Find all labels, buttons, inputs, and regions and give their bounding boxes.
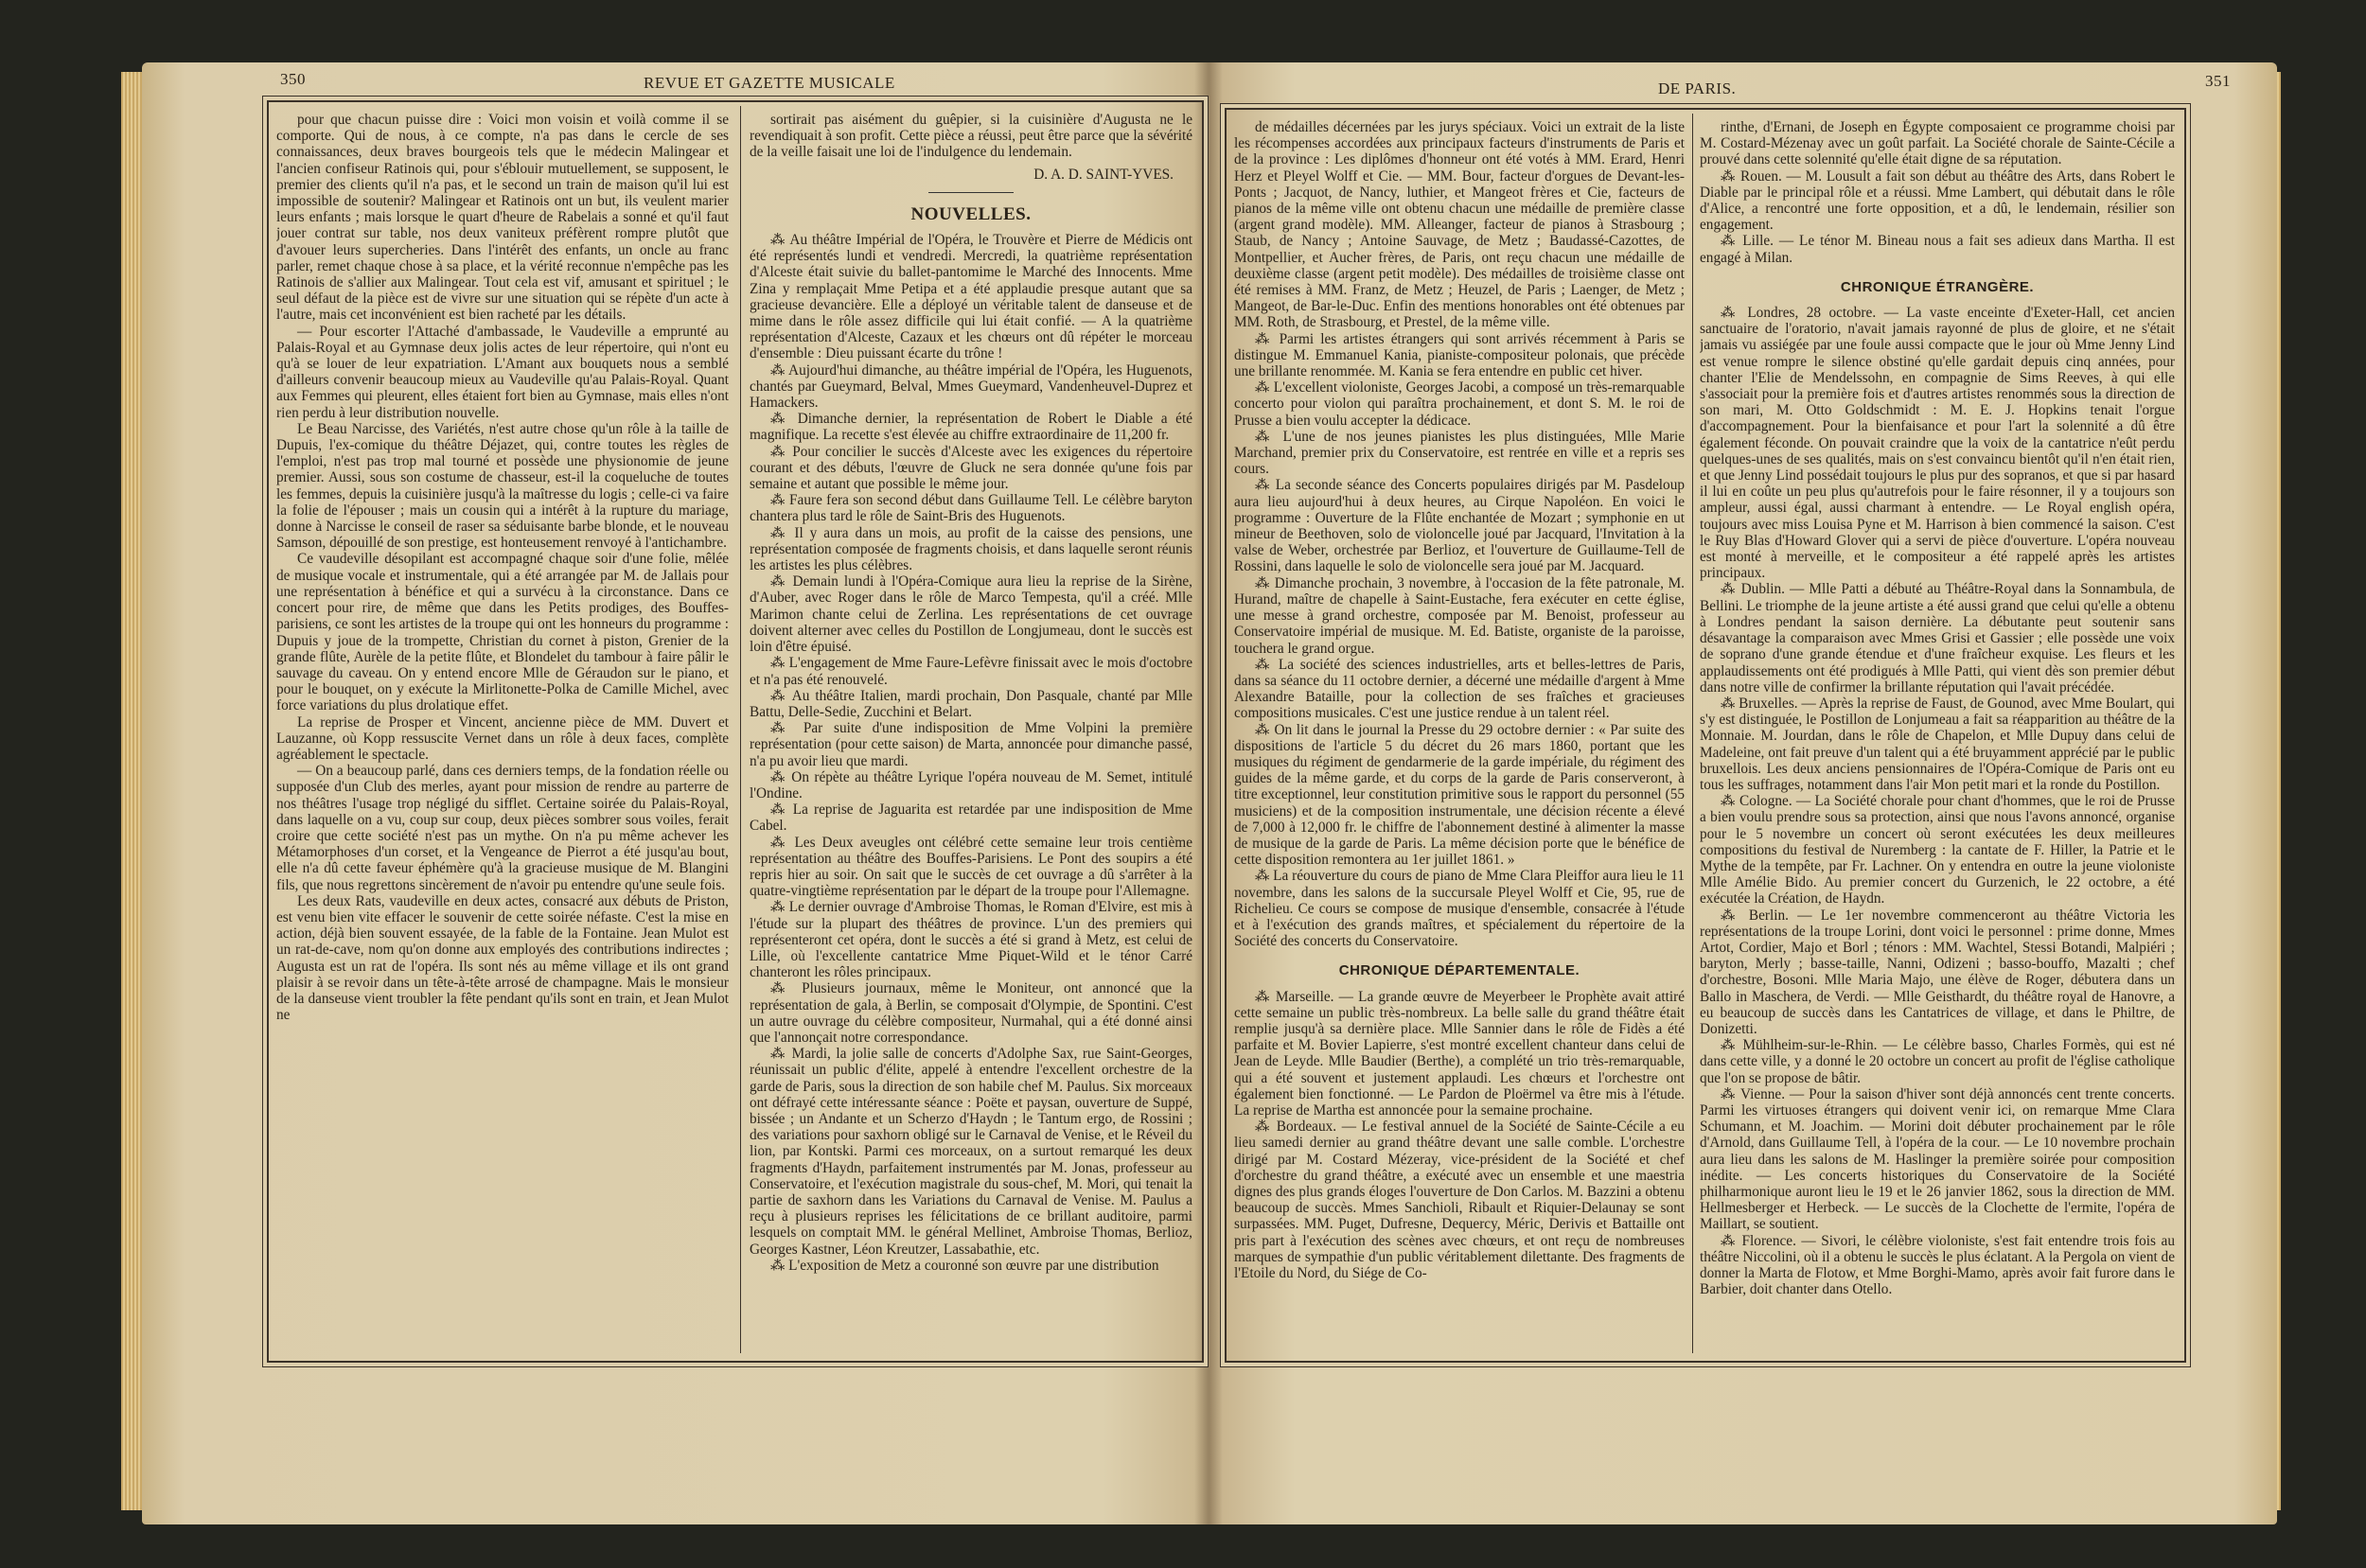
page-number-right: 351 <box>2205 72 2231 90</box>
paragraph: ⁂ Bordeaux. — Le festival annuel de la Société de Sainte-Cécile a eu lieu samedi dernier au grand théâtre devant une salle comble. L'orchestre dirigé par M. Costard Mézeray, vice-président de la Société et chef d'orchestre du grand théâtre, a exécuté avec un ensemble et une maestria dignes des plus grands éloges l'ouverture de Don Carlos. M. Bazzini a obtenu beaucoup de succès. Mmes Sanchioli, Ribault et Riquier-Delaunay se sont surpassées. MM. Puget, Dufresne, Dequercy, Méric, Derivis et Battaille ont pris part à l'exécution des scènes avec chœurs, et ont reçu de nombreuses marques de sympathie d'un public véritablement dilettante. Des fragments de l'Etoile du Nord, du Siége de Co- <box>1234 1119 1685 1282</box>
paragraph: ⁂ Cologne. — La Société chorale pour chant d'hommes, que le roi de Prusse a bien voulu prendre sous sa protection, ainsi que nous l'avons annoncé, organise pour le 5 novembre un concert où seront exécutées les deux meilleures compositions du festival de Nuremberg : la cantate de F. Hiller, la Patrie et le Mythe de la tempête, par Fr. Lachner. On y entendra en outre la jeune violoniste Mlle Amélie Bido. Au premier concert du Gurzenich, le 22 octobre, a été exécutée la Création, de Haydn. <box>1700 793 2175 907</box>
paragraph: ⁂ Bruxelles. — Après la reprise de Faust, de Gounod, avec Mme Boulart, qui s'y est distinguée, le Postillon de Lonjumeau a fait sa réapparition au théâtre de la Monnaie. M. Jourdan, dans le rôle de Chapelon, et Mlle Dupuy dans celui de Madeleine, ont fait preuve d'un talent qui a été bruyamment apprécié par le public bruxellois. Les deux anciens pensionnaires de l'Opéra-Comique de Paris ont eu tous les suffrages, notamment dans l'air Mon petit mari et la ronde du Postillon. <box>1700 695 2175 793</box>
paragraph: ⁂ La reprise de Jaguarita est retardée par une indisposition de Mme Cabel. <box>750 802 1192 835</box>
paragraph: ⁂ Plusieurs journaux, même le Moniteur, ont annoncé que la représentation de gala, à Berlin, se composait d'Olympie, de Spontini. C'est un autre ouvrage du célèbre compositeur, Nurmahal, qui a été donné ainsi que l'annonçait notre correspondance. <box>750 980 1192 1046</box>
paragraph: ⁂ Pour concilier le succès d'Alceste avec les exigences du répertoire courant et des débuts, l'œuvre de Gluck ne sera donnée qu'une fois par semaine et autant que possible le même jour. <box>750 443 1192 493</box>
paragraph: — Pour escorter l'Attaché d'ambassade, le Vaudeville a emprunté au Palais-Royal et au Gymnase deux jolis actes de leur répertoire, qui n'ont eu qu'à se louer de leur expatriation. L'Amant aux bouquets nous a semblé d'ailleurs convenir beaucoup mieux au Vaudeville qu'au Palais-Royal. Quant aux Femmes qui pleurent, elles étaient fort bien au Gymnase, mais elles n'ont rien perdu à leur distribution nouvelle. <box>276 323 729 421</box>
paragraph: Le Beau Narcisse, des Variétés, n'est autre chose qu'un rôle à la taille de Dupuis, l'ex-comique du théâtre Déjazet, qui, contre toutes les règles de l'emploi, n'est pas trop mal tourné et possède une physionomie de jeune premier. Aussi, sous son costume de chasseur, est-il la coqueluche de toutes les femmes, depuis la cuisinière jusqu'à la maîtresse du logis ; celle-ci va faire la folie de l'épouser ; mais un cousin qui a intérêt à la rupture du mariage, donne à Narcisse le conseil de raser sa séduisante barbe blonde, et le nouveau Samson, dépouillé de son prestige, est honteusement renvoyé à l'antichambre. <box>276 420 729 552</box>
paragraph: ⁂ Dimanche dernier, la représentation de Robert le Diable a été magnifique. La recette s'est élevée au chiffre extraordinaire de 11,200 fr. <box>750 411 1192 444</box>
paragraph: ⁂ La réouverture du cours de piano de Mme Clara Pleiffor aura lieu le 11 novembre, dans les salons de la succursale Pleyel Wolff et Cie, 95, rue de Richelieu. Ce cours se compose de musique d'ensemble, consacrée à l'étude et à l'exécution des grands maîtres, et spécialement du répertoire de la Société des concerts du Conservatoire. <box>1234 868 1685 950</box>
section-heading-chronique-departementale: CHRONIQUE DÉPARTEMENTALE. <box>1338 962 1580 979</box>
running-head-right: DE PARIS. <box>1658 79 1737 97</box>
paragraph: ⁂ On lit dans le journal la Presse du 29 octobre dernier : « Par suite des dispositions de l'article 5 du décret du 26 mars 1860, portant que les musiques du régiment de gendarmerie de la garde impériale, du régiment des guides de la même garde, et du corps de la garde de Paris conserveront, à titre exceptionnel, leur constitution primitive sous le rapport du personnel (55 musiciens) et de la composition instrumentale, une décision récente a élevé de 7,000 à 12,000 fr. le chiffre de l'abonnement destiné à alimenter la masse de musique de la garde de Paris. La même décision porte que le bénéfice de cette disposition remontera au 1er juillet 1861. » <box>1234 721 1685 869</box>
paragraph: pour que chacun puisse dire : Voici mon voisin et voilà comme il se comporte. Qui de nous, à ce compte, n'a pas dans le cercle de ses connaissances, deux braves bourgeois tels que le médecin Malingear et l'ancien confiseur Ratinois qui, pour s'éblouir mutuellement, se supposent, le premier des clients qu'il n'a pas, et le second un train de maison qu'il lui est impossible de soutenir? Malingear et Ratinois ont un but, ils veulent marier leurs enfants ; mais lorsque le quart d'heure de Rabelais a sonné et qu'il faut jouer contrat sur table, nos deux vaniteux préfèrent rompre plutôt que d'avouer leurs supercheries. Dans l'intérêt des enfants, un oncle au franc parler, remet chaque chose à sa place, et la vérité reconnue n'empêche pas les Ratinois de s'allier aux Malingear. Tout cela est vif, amusant et spirituel ; le seul défaut de la pièce est de vivre sur une situation qui se répète d'un acte à l'autre, mais cet inconvénient est bien racheté par les détails. <box>276 112 729 324</box>
paragraph: ⁂ Berlin. — Le 1er novembre commenceront au théâtre Victoria les représentations de la troupe Lorini, dont voici le personnel : prime donne, Mmes Artot, Cordier, Majo et Borl ; ténors : MM. Wachtel, Stessi Botandi, Malpiéri ; baryton, Merly ; basse-taille, Nanni, Odizeni ; basso-bouffo, Mazalti ; chef d'orchestre, Bosoni. Mlle Maria Majo, une élève de Roger, débutera dans un Ballo in Maschera, de Verdi. — Mlle Geisthardt, du théâtre royal de Hanovre, a eu beaucoup de succès dans les Cantatrices de village, et dans le Philtre, de Donizetti. <box>1700 907 2175 1037</box>
page-number-left: 350 <box>280 70 306 88</box>
author-signature: D. A. D. SAINT-YVES. <box>1033 166 1174 183</box>
column-divider <box>1692 114 1693 1353</box>
paragraph: ⁂ Au théâtre Italien, mardi prochain, Don Pasquale, chanté par Mlle Battu, Delle-Sedie, Zucchini et Belart. <box>750 687 1192 720</box>
paragraph: ⁂ Faure fera son second début dans Guillaume Tell. Le célèbre baryton chantera plus tard le rôle de Saint-Bris des Huguenots. <box>750 492 1192 525</box>
paragraph: ⁂ La société des sciences industrielles, arts et belles-lettres de Paris, dans sa séance du 11 octobre dernier, a décerné une médaille d'argent à Mme Alexandre Bataille, pour la collection de ses fraîches et gracieuses compositions musicales. C'est une justice rendue à un talent réel. <box>1234 656 1685 722</box>
paragraph: ⁂ Vienne. — Pour la saison d'hiver sont déjà annoncés cent trente concerts. Parmi les virtuoses étrangers qui doivent venir ici, on remarque Mme Clara Schumann, et M. Joachim. — Morini doit débuter prochainement par le rôle d'Arnold, dans Guillaume Tell, à l'opéra de la cour. — Le 10 novembre prochain aura lieu dans les salons de M. Haslinger la première soirée pour composition inédite. — Les concerts historiques du Conservatoire de la Société philharmonique auront lieu le 19 et le 26 janvier 1862, sous la direction de MM. Hellmesberger et Herbeck. — Le succès de la Clochette de l'ermite, l'opéra de Maillart, se soutient. <box>1700 1085 2175 1233</box>
paragraph: ⁂ Rouen. — M. Lousult a fait son début au théâtre des Arts, dans Robert le Diable par le principal rôle et a réussi. Mme Lambert, qui débutait dans le rôle d'Alice, a rencontré une forte opposition, et a dû, le lendemain, résilier son engagement. <box>1700 167 2175 234</box>
paragraph: ⁂ On répète au théâtre Lyrique l'opéra nouveau de M. Semet, intitulé l'Ondine. <box>750 768 1192 802</box>
divider <box>928 192 1014 193</box>
article-continuation: sortirait pas aisément du guêpier, si la cuisinière d'Augusta ne le revendiquait à son profit. Cette pièce a réussi, peut être parce que la sévérité de la veille faisait une loi de l'indulgence du lendemain. <box>750 112 1192 161</box>
paragraph: ⁂ Londres, 28 octobre. — La vaste enceinte d'Exeter-Hall, cet ancien sanctuaire de l'oratorio, n'avait jamais rayonné de plus de gloire, et ne s'était jamais vu assiégée par une foule aussi compacte que le jour où Mme Jenny Lind est venue rompre le silence obstiné qu'elle gardait depuis cinq années, pour chanter l'Elie de Mendelssohn, en compagnie de Sims Reeves, à qui elle s'associait pour la première fois et d'autres artistes renommés sous la direction de son mari, M. Otto Goldschmidt : M. E. J. Hopkins tenait l'orgue d'accompagnement. Pour la bienfaisance et pour l'art la solennité a dû être également féconde. On pouvait craindre que la voix de la cantatrice n'eût perdu quelques-unes de ses qualités, mais on s'est convaincu bientôt qu'il n'en était rien, et que Jenny Lind possédait toujours le plus pur des sopranos, et que si par hasard il lui en coûte un peu plus qu'autrefois pour le faire résonner, il y a toujours son ampleur, aussi égal, aussi charmant à entendre. — Le Royal english opéra, toujours avec miss Louisa Pyne et M. Harrison à bien commencé la saison. C'est le Ruy Blas d'Howard Glover qui a servi de pièce d'ouverture. L'opéra nouveau est monté à merveille, et le compositeur a été rappelé après les artistes principaux. <box>1700 305 2175 582</box>
paragraph: ⁂ Aujourd'hui dimanche, au théâtre impérial de l'Opéra, les Huguenots, chantés par Gueymard, Belval, Mmes Gueymard, Vandenheuvel-Duprez et Hamackers. <box>750 361 1192 412</box>
paragraph: ⁂ L'exposition de Metz a couronné son œuvre par une distribution <box>770 1257 1159 1274</box>
paragraph: ⁂ Les Deux aveugles ont célébré cette semaine leur trois centième représentation au théâtre des Bouffes-Parisiens. Le Pont des soupirs a été repris hier au soir. On sait que le succès de cet ouvrage a dû s'arrêter à la quatre-vingtième représentation par le départ de la troupe pour l'Allemagne. <box>750 834 1192 900</box>
paragraph: ⁂ Il y aura dans un mois, au profit de la caisse des pensions, une représentation composée de fragments choisis, et dans laquelle seront réunis les artistes les plus célèbres. <box>750 524 1192 574</box>
paragraph: ⁂ Dimanche prochain, 3 novembre, à l'occasion de la fête patronale, M. Hurand, maître de chapelle à Saint-Eustache, fera exécuter en cette église, une messe à grand orchestre, composée par M. Benoist, professeur au Conservatoire impérial de musique. M. Ed. Batiste, organiste de la paroisse, touchera le grand orgue. <box>1234 574 1685 657</box>
paragraph: ⁂ La seconde séance des Concerts populaires dirigés par M. Pasdeloup aura lieu aujourd'hui à deux heures, au Cirque Napoléon. En voici le programme : Ouverture de la Flûte enchantée de Mozart ; symphonie en ut mineur de Beethoven, solo de violoncelle joué par Jacquard, l'Invitation à la valse de Weber, orchestrée par Berlioz, et l'ouverture de Guillaume-Tell de Rossini, dans laquelle le solo de violoncelle sera joué par M. Jacquard. <box>1234 477 1685 575</box>
paragraph: ⁂ Demain lundi à l'Opéra-Comique aura lieu la reprise de la Sirène, d'Auber, avec Roger dans le rôle de Marco Tempesta, qu'il a créé. Mlle Marimon chante celui de Zerlina. Les représentations de cet ouvrage doivent alterner avec celles du Postillon de Longjumeau, dont le succès est loin d'être épuisé. <box>750 573 1192 656</box>
paragraph: — On a beaucoup parlé, dans ces derniers temps, de la fondation réelle ou supposée d'un Club des merles, ayant pour mission de rendre au parterre de nos théâtres l'usage trop négligé du sifflet. Certaine soirée du Palais-Royal, dans laquelle on a vu, coup sur coup, deux pièces sombrer sous voiles, ferait croire que cette société n'est pas un mythe. On n'a pu même achever les Métamorphoses d'un corset, et la Vengeance de Pierrot a été jusqu'au bout, elle n'a dû cette faveur éphémère qu'à la gracieuse musique de M. Blangini fils, que nous regrettons sincèrement de n'avoir pu entendre qu'une seule fois. <box>276 763 729 893</box>
paragraph: ⁂ Au théâtre Impérial de l'Opéra, le Trouvère et Pierre de Médicis ont été représentés lundi et vendredi. Mercredi, la quatrième représentation d'Alceste était suivie du ballet-pantomime le Marché des Innocents. Mme Zina y remplaçait Mme Petipa et a été applaudie presque autant que sa gracieuse devancière. Elle a déployé un véritable talent de danseuse et de mime dans le rôle assez difficile qui lui était confié. — A la quatrième représentation d'Alceste, Cazaux et les chœurs ont dû répéter le morceau d'ensemble : Dieu puissant écarte du trône ! <box>750 232 1192 362</box>
paragraph: ⁂ Marseille. — La grande œuvre de Meyerbeer le Prophète avait attiré cette semaine un public très-nombreux. La belle salle du grand théâtre était remplie jusqu'à sa dernière place. Mlle Sannier dans le rôle de Fidès a été parfaite et M. Bovier Lapierre, s'est montré excellent chanteur dans celui de Jean de Leyde. Mlle Baudier (Berthe), a complété un trio très-remarquable, qui a été souvent et justement applaudi. Les chœurs et l'orchestre ont également bien fonctionné. — Le Pardon de Ploërmel va être mis à l'étude. La reprise de Martha est annoncée pour la semaine prochaine. <box>1234 988 1685 1119</box>
paragraph: rinthe, d'Ernani, de Joseph en Égypte composaient ce programme choisi par M. Costard-Mézenay avec un goût parfait. La Société chorale de Sainte-Cécile a prouvé dans cette solennité qu'elle était digne de sa réputation. <box>1700 119 2175 168</box>
paragraph: ⁂ Lille. — Le ténor M. Bineau nous a fait ses adieux dans Martha. Il est engagé à Milan. <box>1700 233 2175 266</box>
right-column-2 <box>1700 119 2175 1353</box>
paragraph: ⁂ Florence. — Sivori, le célèbre violoniste, s'est fait entendre trois fois au théâtre Niccolini, où il a obtenu le succès le plus éclatant. A la Pergola on vient de donner la Marta de Flotow, et Mme Borghi-Mamo, après avoir fait furore dans le Barbier, doit chanter dans Otello. <box>1700 1232 2175 1298</box>
paragraph: ⁂ Mardi, la jolie salle de concerts d'Adolphe Sax, rue Saint-Georges, réunissait un public d'élite, appelé à entendre l'excellent orchestre de la garde de Paris, sous la direction de son habile chef M. Paulus. Six morceaux ont défrayé cette intéressante séance : Poëte et paysan, ouverture de Suppé, bissée ; un Andante et un Scherzo d'Haydn ; le Tantum ergo, de Rossini ; des variations pour saxhorn obligé sur le Carnaval de Venise, et le Réveil du lion, par Kontski. Parmi ces morceaux, on a surtout remarqué les deux fragments d'Haydn, parfaitement instrumentés par M. Jonas, professeur au Conservatoire, et l'exécution magistrale du sous-chef, M. Mori, qui tenait la partie de saxhorn dans les Variations du Carnaval de Venise. M. Paulus a reçu à plusieurs reprises les félicitations de ce brillant auditoire, parmi lesquels on comptait MM. le général Mellinet, Ambroise Thomas, Berlioz, Georges Kastner, Léon Kreutzer, Lassabathie, etc. <box>750 1046 1192 1258</box>
section-heading-chronique-etrangere: CHRONIQUE ÉTRANGÈRE. <box>1840 278 2035 295</box>
running-head-left: REVUE ET GAZETTE MUSICALE <box>644 74 895 92</box>
paragraph: ⁂ Par suite d'une indisposition de Mme Volpini la première représentation (pour cette saison) de Marta, annoncée pour dimanche passé, n'a pu avoir lieu que mardi. <box>750 720 1192 769</box>
paragraph: Les deux Rats, vaudeville en deux actes, consacré aux débuts de Priston, est venu bien vite effacer le souvenir de cette soirée néfaste. C'est la mise en action, déjà bien souvent essayée, de la fable de la Fontaine. Jean Mulot est un rat-de-cave, nom qu'on donne aux employés des contributions indirectes ; Augusta est un rat de l'opéra. Ils sont nés au même village et ils ont grand plaisir à se revoir dans un tête-à-tête arrosé de champagne. Mais le monsieur de la danseuse vient troubler la fête pendant qu'ils sont en train, et Jean Mulot ne <box>276 892 729 1024</box>
left-column-1 <box>276 112 729 1353</box>
column-divider <box>740 106 741 1353</box>
paragraph: La reprise de Prosper et Vincent, ancienne pièce de MM. Duvert et Lauzanne, où Kopp ressuscite Vernet dans un rôle à deux faces, complète agréablement le spectacle. <box>276 714 729 763</box>
paragraph: ⁂ L'excellent violoniste, Georges Jacobi, a composé un très-remarquable concerto pour violon qui paraîtra prochainement, et dont S. M. le roi de Prusse a bien voulu accepter la dédicace. <box>1234 379 1685 429</box>
section-heading-nouvelles: NOUVELLES. <box>910 203 1032 224</box>
paragraph: de médailles décernées par les jurys spéciaux. Voici un extrait de la liste les récompenses accordées aux principaux facteurs d'instruments de Paris et de la province : Les diplômes d'honneur ont été votés à MM. Erard, Henri Herz et Pleyel Wolff et Cie. — MM. Bour, facteur d'orgues de Devant-les-Ponts ; Jacquot, de Nancy, luthier, et Mangeot frères et Cie, facteurs de pianos de la même ville ont obtenu chacun une médaille de première classe (argent grand modèle). MM. Alleanger, facteur de pianos à Strasbourg ; Staub, de Nancy ; Antoine Sauvage, de Metz ; Baudassé-Cazottes, de Montpellier, et Aucher frères, de Paris, ont reçu chacun une médaille de deuxième classe (argent petit modèle). Des médailles de troisième classe ont été remises à MM. Franz, de Metz ; Heuzel, de Paris ; Laenger, de Metz ; Mangeot, de Bar-le-Duc. Enfin des mentions honorables ont été obtenues par MM. Roth, de Strasbourg, et Prestel, de la même ville. <box>1234 119 1685 331</box>
paragraph: ⁂ Parmi les artistes étrangers qui sont arrivés récemment à Paris se distingue M. Emmanuel Kania, pianiste-compositeur polonais, que précède une brillante renommée. M. Kania se fera entendre en public cet hiver. <box>1234 330 1685 380</box>
left-column-2 <box>750 112 1192 1353</box>
paragraph: ⁂ L'engagement de Mme Faure-Lefèvre finissait avec le mois d'octobre et n'a pas été renouvelé. <box>750 655 1192 688</box>
right-column-1 <box>1234 119 1685 1353</box>
paragraph: Ce vaudeville désopilant est accompagné chaque soir d'une folie, mêlée de musique vocale et instrumentale, qui a été arrangée par M. de Jallais pour une représentation à bénéfice et qui a survécu à la circonstance. Dans ce concert pour rire, de même que dans les Petits prodiges, des Bouffes-parisiens, ce sont les artistes de la troupe qui ont les honneurs du programme : Dupuis y joue de la trompette, Christian du cornet à piston, Grenier de la grande flûte, Aurèle de la petite flûte, et Blondelet du tambour à faire pâlir le sauvage du caveau. On y entend encore Mlle de Géraudon sur le piano, et pour le bouquet, on y exécute la Mirlitonette-Polka de Camille Michel, avec force variations du plus drolatique effet. <box>276 551 729 714</box>
paragraph: ⁂ Dublin. — Mlle Patti a débuté au Théâtre-Royal dans la Sonnambula, de Bellini. Le triomphe de la jeune artiste a été aussi grand que celui qu'elle a obtenu à Londres pendant la saison dernière. La débutante peut soutenir sans désavantage la comparaison avec Mmes Grisi et Gassier ; elle possède une voix de soprano d'une grande étendue et d'une fraîcheur exquise. Les fleurs et les applaudissements ont été prodigués à Mlle Patti, qui vient dès son premier début dans notre ville de confirmer la brillante réputation qui l'avait précédée. <box>1700 581 2175 696</box>
paragraph: ⁂ Le dernier ouvrage d'Ambroise Thomas, le Roman d'Elvire, est mis à l'étude sur la plupart des théâtres de province. L'un des premiers qui représenteront cet opéra, dont le succès a été si grand à Metz, est celui de Lille, où l'excellente cantatrice Mme Piquet-Wild et le ténor Carré chanteront les rôles principaux. <box>750 899 1192 981</box>
paragraph: ⁂ Mühlheim-sur-le-Rhin. — Le célèbre basso, Charles Formès, qui est né dans cette ville, y a donné le 20 octobre un concert au profit de l'église catholique que l'on se propose de bâtir. <box>1700 1037 2175 1086</box>
paragraph: ⁂ L'une de nos jeunes pianistes les plus distinguées, Mlle Marie Marchand, premier prix du Conservatoire, est rentrée en ville et a repris ses cours. <box>1234 428 1685 478</box>
